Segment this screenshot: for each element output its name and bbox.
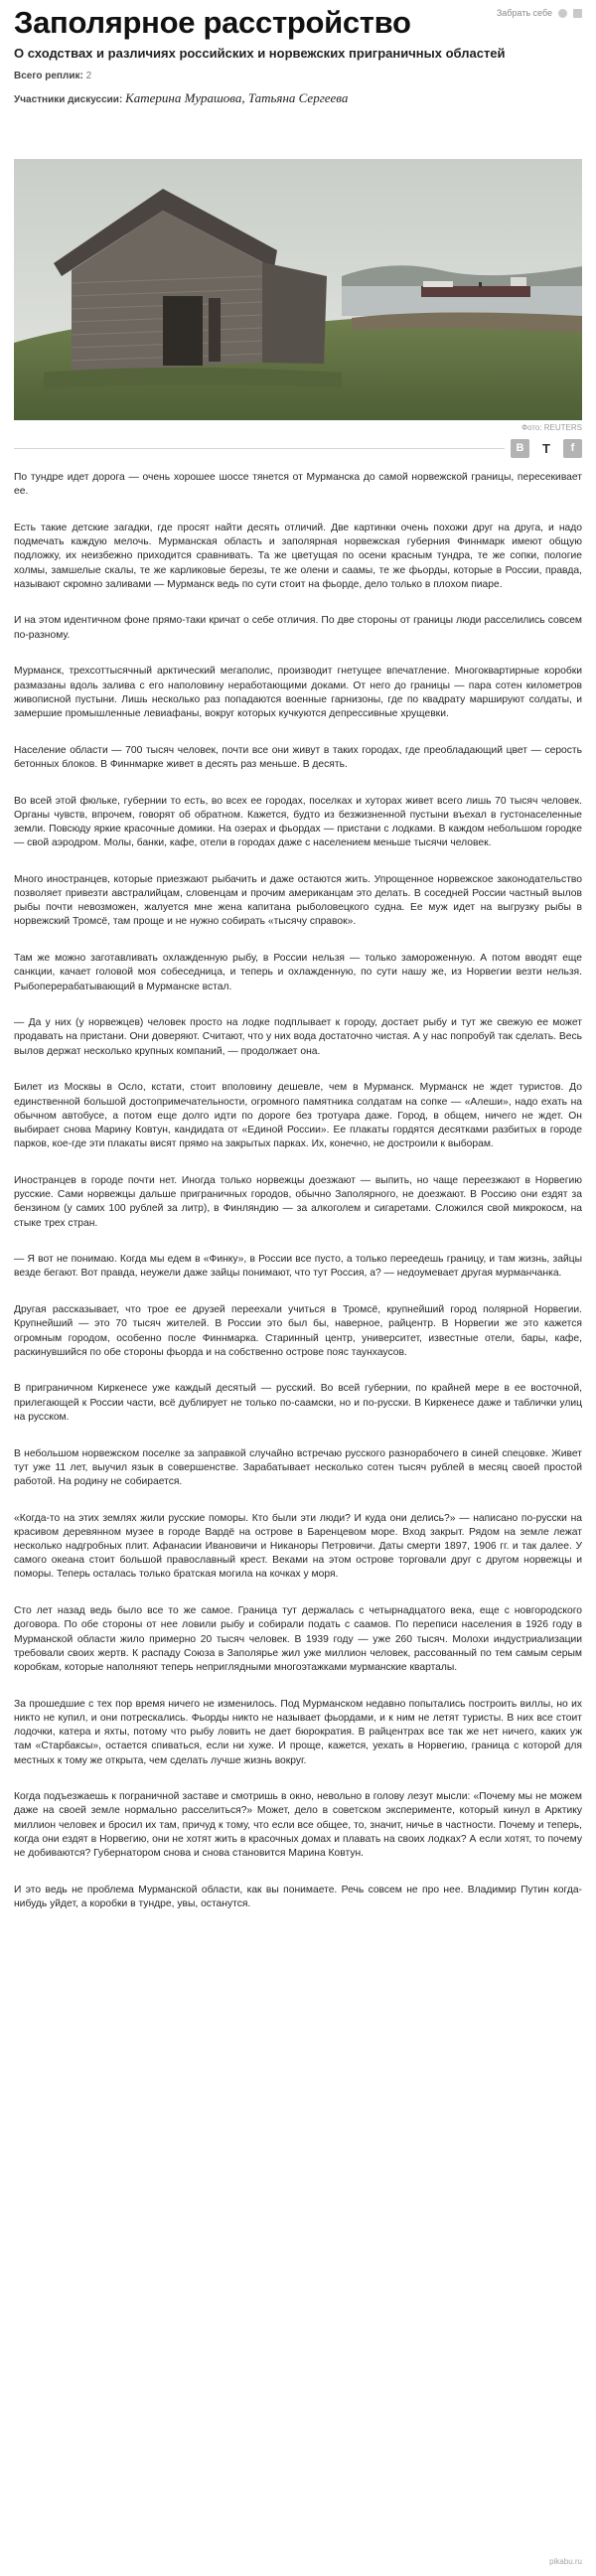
replies-count[interactable]: 2	[85, 71, 92, 81]
save-link[interactable]: Забрать себе	[496, 8, 552, 18]
participants-label: Участники дискуссии:	[14, 94, 123, 105]
share-bar	[14, 437, 582, 459]
article-paragraph: Когда подъезжаешь к пограничной заставе и смотришь в окно, невольно в голову лезут мысли: «Почему мы не можем даже на своей земле нормально расселиться?» Может, дело в советском эксперименте, который кинул в Арктику миллион человек и бросил их там, причуд к тому, что если все общее, то, значит, ничье в частности. Почему и теперь, когда они ездят в Норвегию, они не хотят жить в красочных домах и плавать на своих лодках? А если хотят, то почему не добиваются? Губернатором снова и снова становится Марина Ковтун.	[14, 1791, 582, 1860]
watermark: pikabu.ru	[549, 2557, 582, 2566]
article-paragraph: «Когда-то на этих землях жили русские поморы. Кто были эти люди? И куда они делись?» — написано по-русски на красивом деревянном музее в городе Вардё на острове в Баренцевом море. Вход закрыт. Рядом на земле лежат несколько надгробных плит. Афанасии Ивановичи и Никаноры Петровичи. Даты смерти 1897, 1906 гг. и так далее. У самого океана стоит большой православный крест. Веками на этом острове торговали друг с другом норвежцы и поморы. Теперь осталась только братская могила на кочках у моря.	[14, 1512, 582, 1581]
article-paragraph: И на этом идентичном фоне прямо-таки кричат о себе отличия. По две стороны от границы люди расселились совсем по-разному.	[14, 615, 582, 641]
article-paragraph: — Я вот не понимаю. Когда мы едем в «Финку», в России все пусто, а только переедешь границу, и там жизнь, зайцы везде бегают. Вот правда, неужели даже зайцы понимают, что тут Россия, а? — недоумевает другая мурманчанка.	[14, 1254, 582, 1280]
article-paragraph: Сто лет назад ведь было все то же самое. Граница тут держалась с четырнадцатого века, еще с новгородского договора. По обе стороны от нее ловили рыбу и собирали подать с саамов. По переписи населения в 1926 году в Мурманской области жило примерно 20 тысяч человек. В 1939 году — уже 260 тысяч. Молохи индустриализации требовали своих жертв. К распаду Союза в Заполярье жил уже миллион человек, рассованный по тем самым серым коробкам, которые наполняют теперь неприглядными многоэтажками мурманские кварталы.	[14, 1605, 582, 1673]
article-paragraph: Там же можно заготавливать охлажденную рыбу, в России нельзя — только замороженную. А потом вводят еще санкции, качает головой моя собеседница, и теперь и охлажденную, по сути нашу же, из Норвегии везти нельзя. Рыбоперерабатывающий в Мурманске встал.	[14, 953, 582, 992]
vk-share-icon[interactable]: В	[511, 439, 529, 458]
article-paragraph: Много иностранцев, которые приезжают рыбачить и даже остаются жить. Упрощенное норвежское законодательство позволяет привезти австралийцам, словенцам и прочим американцам это делать. В соседней России частный вылов рыбы почти невозможен, жалуется мне жена капитана рыболовецкого судна. Ее муж идет на выгрузку рыбы в норвежский Тромсё, там проще и не нужно собирать «тысячу справок».	[14, 873, 582, 928]
participants-meta	[14, 90, 582, 107]
replies-meta	[14, 69, 582, 83]
facebook-share-icon[interactable]: f	[563, 439, 582, 458]
article-paragraph: Есть такие детские загадки, где просят найти десять отличий. Две картинки очень похожи друг на друга, и надо подмечать каждую мелочь. Мурманская область и заполярная норвежская губерния Финнмарк имеют общую подложку, их неизбежно приходится сравнивать. Та же цветущая по осени красным тундра, те же сопки, пологие холмы, замшелые скалы, те же карликовые березы, те же олени и саамы, те же фьорды, которые в России, правда, называют скромно заливами — Мурманск ведь по сути стоит на фьорде, дело только в плохом пиаре.	[14, 522, 582, 590]
photo-credit: Фото: REUTERS	[521, 423, 582, 432]
article-body	[0, 459, 596, 1911]
article-paragraph: В небольшом норвежском поселке за заправкой случайно встречаю русского разнорабочего в синей спецовке. Живет тут уже 11 лет, выучил язык в совершенстве. Зарабатывает несколько сотен тысяч рублей в месяц своей простой работой. На родину не собирается.	[14, 1447, 582, 1487]
article-header	[0, 0, 596, 159]
share-buttons	[505, 439, 582, 458]
article-paragraph: Мурманск, трехсоттысячный арктический мегаполис, производит гнетущее впечатление. Многоквартирные коробки размазаны вдоль залива с его наполовину неработающими доками. От него до границы — пара сотен километров живописной пустыни. Лишь несколько раз попадаются военные гарнизоны, где по квадрату маршируют солдаты, и замершие промышленные левиафаны, вокруг которых кучкуются депрессивные хрущевки.	[14, 666, 582, 719]
article-subtitle: О сходствах и различиях российских и норвежских приграничных областей	[14, 46, 506, 61]
text-size-icon[interactable]: T	[535, 439, 557, 458]
article-paragraph: В приграничном Киркенесе уже каждый десятый — русский. Во всей губернии, по крайней мере в ее восточной, прилегающей к России части, всё дублирует не только по-саамски, но и по-русски. В Киркенесе даже и таблички улиц на русском.	[14, 1383, 582, 1423]
article-paragraph: За прошедшие с тех пор время ничего не изменилось. Под Мурманском недавно попытались построить виллы, но их никто не купил, и они потрескались. Фьорды никто не называет фьордами, и к ним не летят туристы. В них все стоит лодочки, катера и яхты, потому что рыбу ловить не дает бюрократия. В райцентрах все так же нет ничего, каких уж там «Старбаксы», остается спиваться, если ни хуже. И проще, кажется, уехать в Норвегию, граница с которой для местных к тому же открыта, чем сделать лучше жизнь вокруг.	[14, 1698, 582, 1766]
article-paragraph: Другая рассказывает, что трое ее друзей переехали учиться в Тромсё, крупнейший город полярной Норвегии. Крупнейший — это 70 тысяч жителей. В России это был бы, наверное, райцентр. В Норвегии же это кажется огромным городом, особенно после Финнмарка. Старинный центр, университет, известные отели, бары, кафе, раскинувшийся по обе стороны фьорда и на собственно острове пояс таунхаусов.	[14, 1304, 582, 1358]
article-paragraph: Во всей этой фюльке, губернии то есть, во всех ее городах, поселках и хуторах живет всего лишь 70 тысяч человек. Органы чувств, впрочем, говорят об обратном. Кажется, будто из безжизненной пустыни въехал в густонаселенные земли. Повсюду яркие красочные домики. На озерах и фьордах — пристани с лодками. В каждом небольшом городке — свой аэродром. Молы, банки, кафе, отели в городах даже с населением меньше тысячи человек.	[14, 795, 582, 849]
bookmark-icon[interactable]	[558, 9, 567, 18]
article-paragraph: Иностранцев в городе почти нет. Иногда только норвежцы доезжают — выпить, но чаще переезжают в Норвегию русские. Сами норвежцы дальше приграничных городов, обычно Заполярного, не доезжают. В Россию они ездят за бензином (у самих 100 рублей за литр), в Финляндию — за алкоголем и сигаретами. Сложился свой микрокосм, на стыке трех стран.	[14, 1174, 582, 1229]
article-photo	[14, 159, 582, 420]
article-paragraph: Билет из Москвы в Осло, кстати, стоит вполовину дешевле, чем в Мурманск. Мурманск не ждет туристов. До единственной большой достопримечательности, огромного памятника солдатам на сопке — «Алеши», надо ехать на обычном автобусе, а потом еще долго идти по дороге без тротуара даже. Город, в общем, ничего не ждет. Он выбирает снова Марину Ковтун, кандидата от «Единой России». Ее плакаты гордятся десятками разбитых в городе парков, кое-где эти плакаты висят прямо на закрытых парках. Их, конечно, не достроили к выборам.	[14, 1082, 582, 1150]
print-icon[interactable]	[573, 9, 582, 18]
replies-label: Всего реплик:	[14, 71, 83, 81]
participants-names[interactable]: Катерина Мурашова, Татьяна Сергеева	[125, 90, 349, 105]
article-paragraph: И это ведь не проблема Мурманской области, как вы понимаете. Речь совсем не про нее. Владимир Путин когда-нибудь уйдет, а коробки в тундре, увы, останутся.	[14, 1884, 582, 1909]
article-paragraph: Население области — 700 тысяч человек, почти все они живут в таких городах, где преобладающий цвет — серость бетонных блоков. В Финнмарке живет в десять раз меньше. В десять.	[14, 744, 582, 770]
photo-hut-tundra	[14, 159, 582, 420]
article-paragraph: По тундре идет дорога — очень хорошее шоссе тянется от Мурманска до самой норвежской границы, пересекивает ее.	[14, 472, 582, 498]
article-title: Заполярное расстройство	[14, 5, 411, 40]
article-paragraph: — Да у них (у норвежцев) человек просто на лодке подплывает к городу, достает рыбу и тут же свежую ее может продавать на пристани. Они доверяют. Считают, что у них вода достаточно чистая. А у нас попробуй так сделать. Весь вылов держат несколько крупных компаний, — продолжает она.	[14, 1017, 582, 1057]
header-tools	[497, 8, 582, 18]
share-divider	[14, 448, 582, 449]
